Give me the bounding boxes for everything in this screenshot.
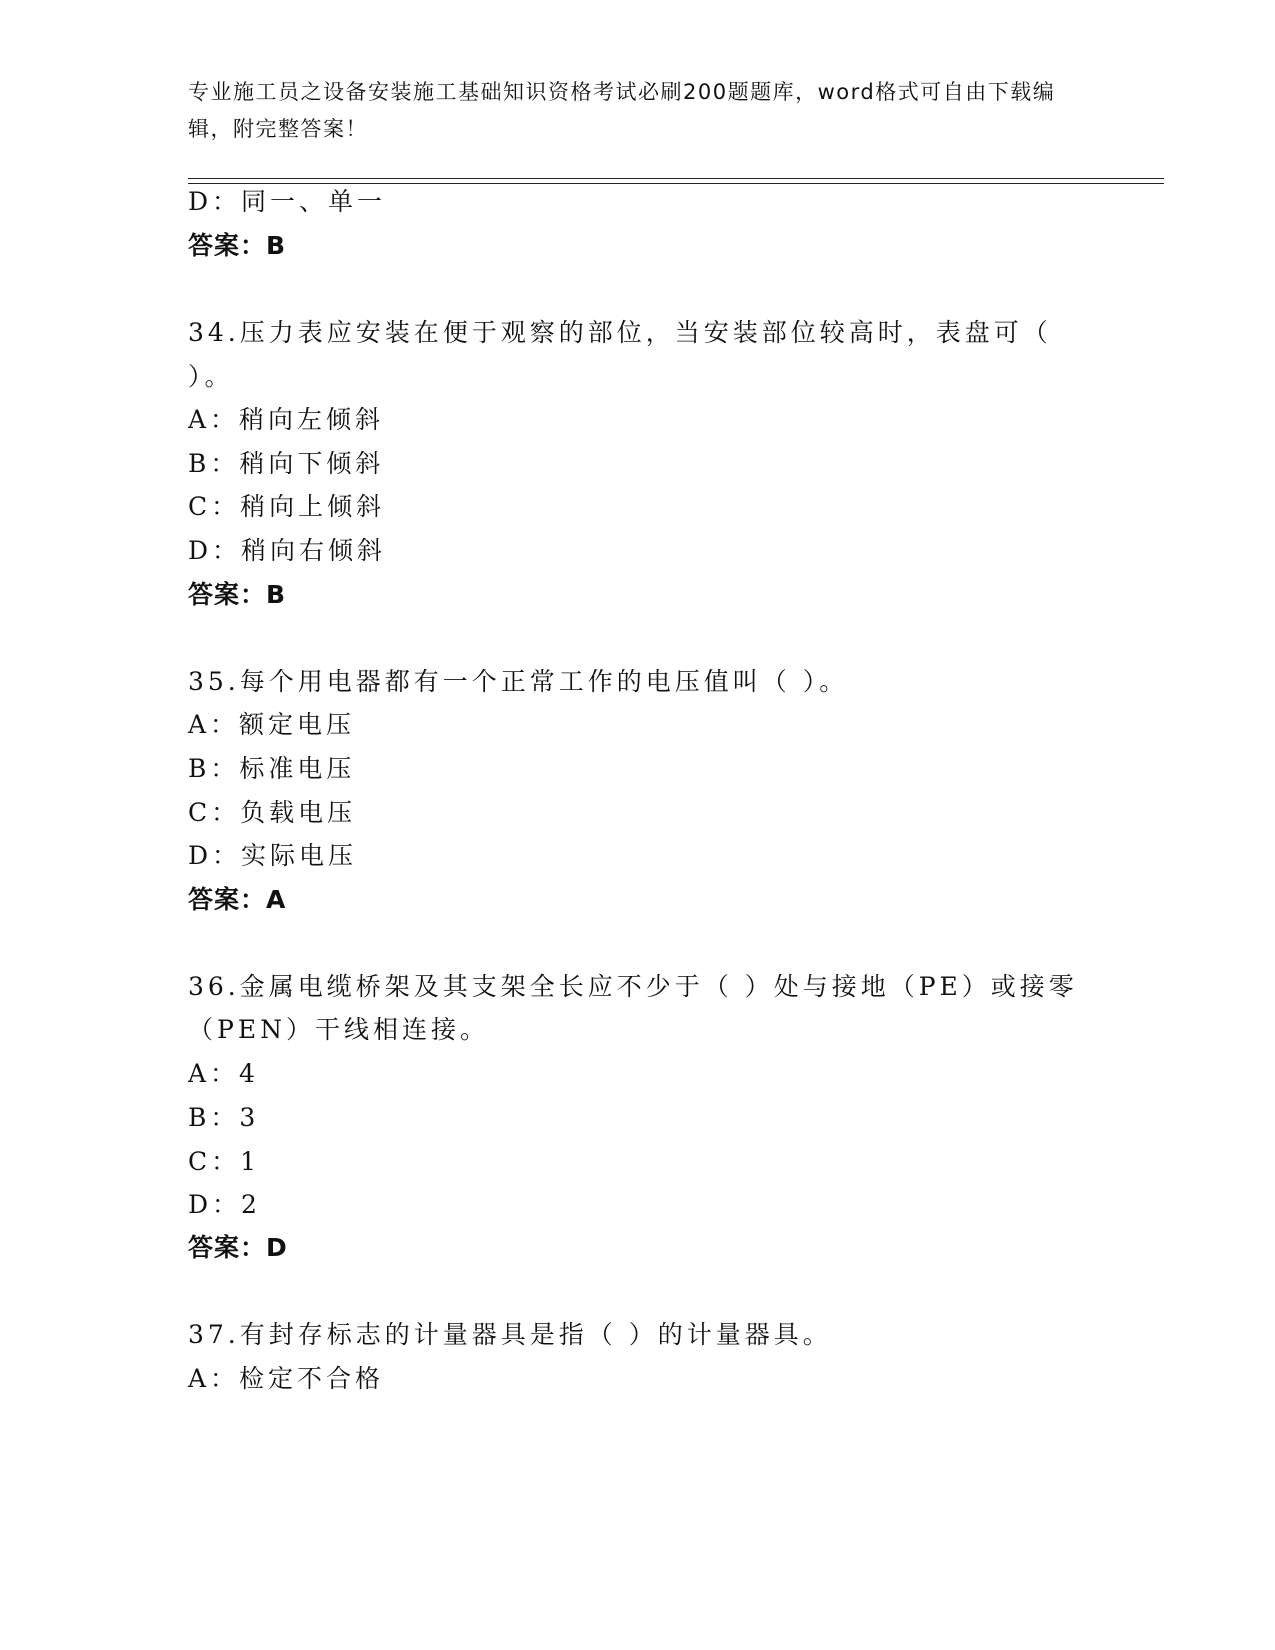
q36-option-b: B：3 [188, 1103, 260, 1132]
q36-option-d: D：2 [188, 1190, 261, 1219]
header-divider-top [188, 178, 1164, 179]
q35-option-b: B：标准电压 [188, 754, 356, 783]
q34-answer: 答案：B [188, 580, 287, 609]
q36-option-c: C：1 [188, 1147, 261, 1176]
q34-option-a: A：稍向左倾斜 [188, 405, 385, 434]
q35-option-a: A：额定电压 [188, 710, 356, 739]
q35-option-d: D：实际电压 [188, 841, 358, 870]
header-divider-bottom [188, 183, 1164, 184]
q36-stem-line-1: 36.金属电缆桥架及其支架全长应不少于（ ）处与接地（PE）或接零 [188, 972, 1078, 1001]
q34-option-d: D：稍向右倾斜 [188, 536, 387, 565]
q34-option-b: B：稍向下倾斜 [188, 449, 385, 478]
q37-option-a: A：检定不合格 [188, 1364, 385, 1393]
q36-stem-line-2: （PEN）干线相连接。 [188, 1015, 489, 1044]
q34-stem-line-1: 34.压力表应安装在便于观察的部位，当安装部位较高时，表盘可（ [188, 318, 1052, 347]
q36-answer: 答案：D [188, 1233, 288, 1262]
q36-option-a: A：4 [188, 1059, 259, 1088]
q35-stem-line-1: 35.每个用电器都有一个正常工作的电压值叫（ ）。 [188, 667, 849, 696]
q33-answer: 答案：B [188, 231, 287, 260]
q35-answer: 答案：A [188, 885, 287, 914]
q34-stem-line-2: ）。 [188, 362, 234, 391]
q33-option-d: D：同一、单一 [188, 187, 387, 216]
document-title: 专业施工员之设备安装施工基础知识资格考试必刷200题题库，word格式可自由下载编辑，附完整答案！ [188, 80, 1056, 141]
q34-option-c: C：稍向上倾斜 [188, 492, 386, 521]
q37-stem-line-1: 37.有封存标志的计量器具是指（ ）的计量器具。 [188, 1320, 832, 1349]
q35-option-c: C：负载电压 [188, 798, 357, 827]
